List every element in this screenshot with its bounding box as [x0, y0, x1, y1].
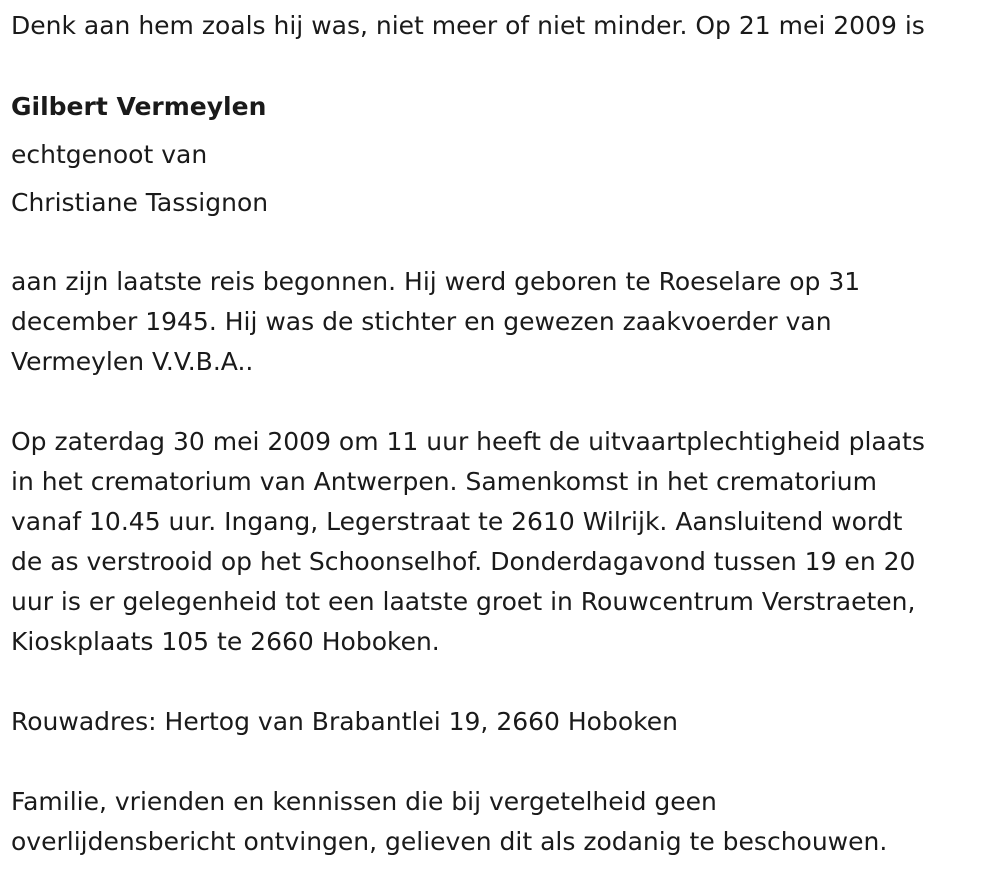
- ceremony-line: uur is er gelegenheid tot een laatste groet in Rouwcentrum Verstraeten,: [11, 587, 916, 616]
- relation-text: echtgenoot van: [11, 140, 208, 169]
- bio-line: december 1945. Hij was de stichter en gewezen zaakvoerder van: [11, 307, 832, 336]
- ceremony-line: Kioskplaats 105 te 2660 Hoboken.: [11, 627, 440, 656]
- ceremony-line: Op zaterdag 30 mei 2009 om 11 uur heeft de uitvaartplechtigheid plaats: [11, 427, 925, 456]
- intro-text: Denk aan hem zoals hij was, niet meer of niet minder. Op 21 mei 2009 is: [11, 11, 925, 40]
- closing-line: Familie, vrienden en kennissen die bij vergetelheid geen: [11, 787, 717, 816]
- bio-line: Vermeylen V.V.B.A..: [11, 347, 254, 376]
- ceremony-line: vanaf 10.45 uur. Ingang, Legerstraat te 2610 Wilrijk. Aansluitend wordt: [11, 507, 903, 536]
- closing-line: overlijdensbericht ontvingen, gelieven dit als zodanig te beschouwen.: [11, 827, 888, 856]
- mourning-address: Rouwadres: Hertog van Brabantlei 19, 2660 Hoboken: [11, 707, 678, 736]
- ceremony-line: de as verstrooid op het Schoonselhof. Donderdagavond tussen 19 en 20: [11, 547, 916, 576]
- spouse-name: Christiane Tassignon: [11, 188, 269, 217]
- deceased-name: Gilbert Vermeylen: [11, 92, 267, 121]
- ceremony-line: in het crematorium van Antwerpen. Samenkomst in het crematorium: [11, 467, 877, 496]
- bio-line: aan zijn laatste reis begonnen. Hij werd geboren te Roeselare op 31: [11, 267, 861, 296]
